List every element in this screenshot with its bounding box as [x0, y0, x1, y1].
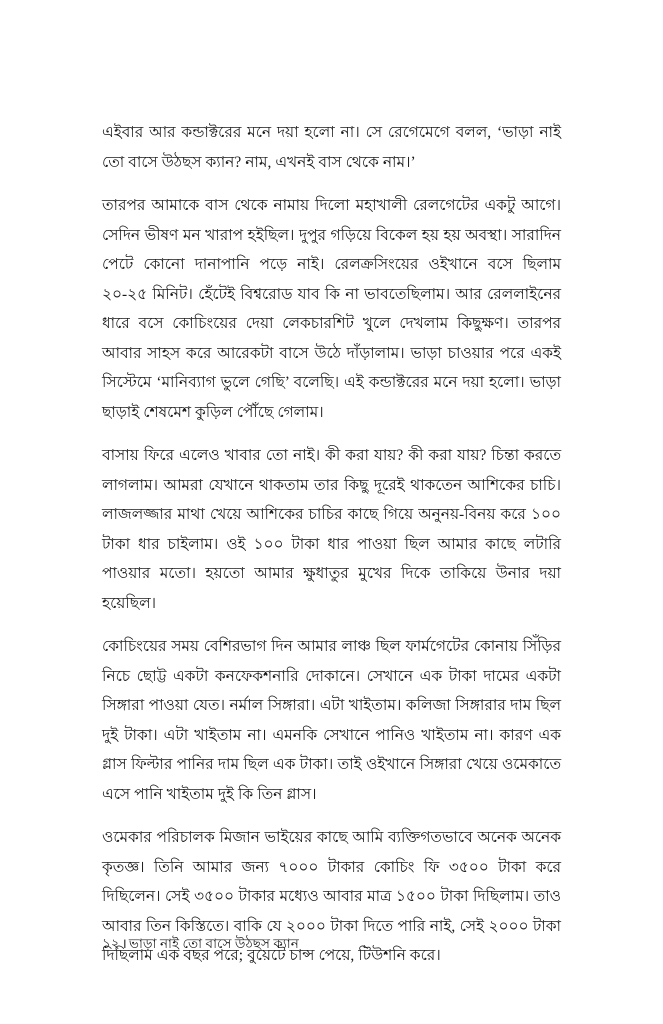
- footer-chapter-title: ভাড়া নাই তো বাসে উঠছস ক্যান: [128, 936, 299, 951]
- paragraph-1: এইবার আর কন্ডাক্টরের মনে দয়া হলো না। সে রেগেমেগে বলল, ‘ভাড়া নাই তো বাসে উঠছস ক্যান? নাম, এখনই বাস থেকে নাম।’: [102, 124, 561, 171]
- page-footer: [102, 934, 561, 954]
- paragraph-3: বাসায় ফিরে এলেও খাবার তো নাই। কী করা যায়? কী করা যায়? চিন্তা করতে লাগলাম। আমরা যেখানে থাকতাম তার কিছু দূরেই থাকতেন আশিকের চাচি। লাজলজ্জার মাথা খেয়ে আশিকের চাচির কাছে গিয়ে অনুনয়-বিনয় করে ১০০ টাকা ধার চাইলাম। ওই ১০০ টাকা ধার পাওয়া ছিল আমার কাছে লটারি পাওয়ার মতো। হয়তো আমার ক্ষুধাতুর মুখের দিকে তাকিয়ে উনার দয়া হয়েছিল।: [102, 447, 561, 612]
- paragraph-2: তারপর আমাকে বাস থেকে নামায় দিলো মহাখালী রেলগেটের একটু আগে। সেদিন ভীষণ মন খারাপ হইছিল। দুপুর গড়িয়ে বিকেল হয় হয় অবস্থা। সারাদিন পেটে কোনো দানাপানি পড়ে নাই। রেলক্রসিংয়ের ওইখানে বসে ছিলাম ২০-২৫ মিনিট। হেঁটেই বিশ্বরোড যাব কি না ভাবতেছিলাম। আর রেললাইনের ধারে বসে কোচিংয়ের দেয়া লেকচারশিট খুলে দেখলাম কিছুক্ষণ। তারপর আবার সাহস করে আরেকটা বাসে উঠে দাঁড়ালাম। ভাড়া চাওয়ার পরে একই সিস্টেমে ‘মানিব্যাগ ভুলে গেছি’ বলেছি। এই কন্ডাক্টরের মনে দয়া হলো। ভাড়া ছাড়াই শেষমেশ কুড়িল পৌঁছে গেলাম।: [102, 197, 561, 421]
- paragraph-4: কোচিংয়ের সময় বেশিরভাগ দিন আমার লাঞ্চ ছিল ফার্মগেটের কোনায় সিঁড়ির নিচে ছোট্ট একটা কনফেকশনারি দোকানে। সেখানে এক টাকা দামের একটা সিঙ্গারা পাওয়া যেত। নর্মাল সিঙ্গারা। এটা খাইতাম। কলিজা সিঙ্গারার দাম ছিল দুই টাকা। এটা খাইতাম না। এমনকি সেখানে পানিও খাইতাম না। কারণ এক গ্লাস ফিল্টার পানির দাম ছিল এক টাকা। তাই ওইখানে সিঙ্গারা খেয়ে ওমেকাতে এসে পানি খাইতাম দুই কি তিন গ্লাস।: [102, 638, 561, 803]
- footer-separator: ।: [121, 936, 127, 951]
- paragraph-5: ওমেকার পরিচালক মিজান ভাইয়ের কাছে আমি ব্যক্তিগতভাবে অনেক অনেক কৃতজ্ঞ। তিনি আমার জন্য ৭০০০ টাকার কোচিং ফি ৩৫০০ টাকা করে দিছিলেন। সেই ৩৫০০ টাকার মধ্যেও আবার মাত্র ১৫০০ টাকা দিছিলাম। তাও আবার তিন কিস্তিতে। বাকি যে ২০০০ টাকা দিতে পারি নাই, সেই ২০০০ টাকা দিছিলাম এক বছর পরে; বুয়েটে চান্স পেয়ে, টিউশনি করে।: [102, 829, 561, 964]
- page-number: ১২: [102, 936, 120, 951]
- body-text-column: [102, 118, 561, 971]
